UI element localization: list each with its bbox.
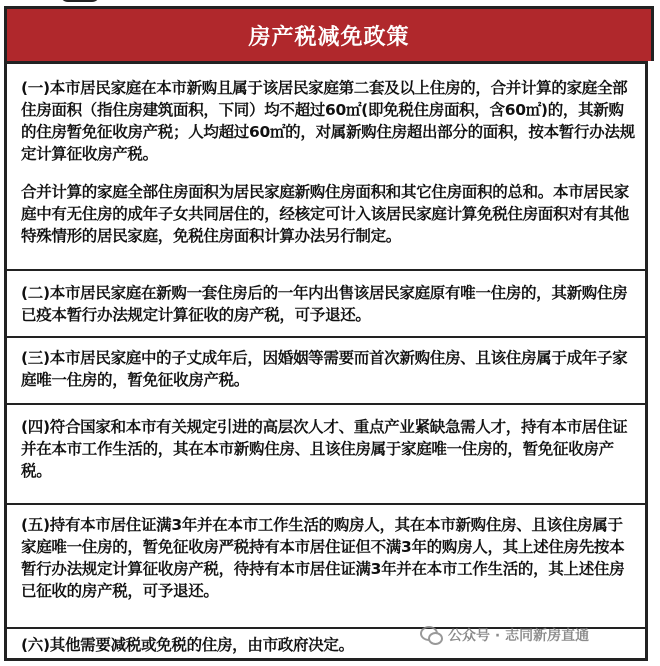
policy-item-5 (7, 505, 645, 629)
policy-item-6-text: (六)其他需要减税或免税的住房，由市政府决定。 (21, 636, 354, 654)
policy-item-1-note: 合并计算的家庭全部住房面积为居民家庭新购住房面积和其它住房面积的总和。本市居民家庭中有无住房的成年子女共同居住的，经核定可计入该居民家庭计算免税住房面积对有其他特殊情形的居民家庭，免税住房面积计算办法另行制定。 (21, 183, 630, 245)
policy-item-1-text: (一)本市居民家庭在本市新购且属于该居民家庭第二套及以上住房的，合并计算的家庭全部住房面积（指住房建筑面积，下同）均不超过60㎡(即免税住房面积，含60㎡)的，其新购的住房暂免征收房产税；人均超过60㎡的，对属新购住房超出部分的面积，按本暂行办法规定计算征收房产税。 (21, 79, 635, 163)
policy-item-3 (7, 338, 645, 405)
policy-item-4-text: (四)符合国家和本市有关规定引进的高层次人才、重点产业紧缺急需人才，持有本市居住证并在本市工作生活的，其在本市新购住房、且该住房属于家庭唯一住房的，暂免征收房产税。 (21, 418, 628, 480)
watermark (420, 625, 589, 645)
title-banner (4, 6, 654, 61)
watermark-text: 公众号 · 志同新房直通 (448, 628, 590, 644)
policy-item-2-text: (二)本市居民家庭在新购一套住房后的一年内出售该居民家庭原有唯一住房的，其新购住房已疫本暂行办法规定计算征收的房产税，可予退还。 (21, 284, 628, 324)
page-title: 房产税减免政策 (248, 24, 410, 50)
policy-item-5-text: (五)持有本市居住证满3年并在本市工作生活的购房人，其在本市新购住房、且该住房属于家庭唯一住房的，暂免征收房严税持有本市居住证但不满3年的购房人，其上述住房先按本暂行办法规定计算征收房产税，待持有本市居住证满3年并在本市工作生活的，其上述住房已征收的房产税，可予退还。 (21, 516, 625, 600)
policy-table (4, 61, 648, 661)
policy-item-1 (7, 64, 645, 271)
wechat-icon (420, 626, 442, 644)
policy-item-2 (7, 271, 645, 338)
policy-item-4 (7, 405, 645, 505)
policy-item-3-text: (三)本市居民家庭中的子丈成年后，因婚姻等需要而首次新购住房、且该住房属于成年子家庭唯一住房的，暂免征收房产税。 (21, 349, 628, 389)
decorative-arc (60, 0, 100, 2)
